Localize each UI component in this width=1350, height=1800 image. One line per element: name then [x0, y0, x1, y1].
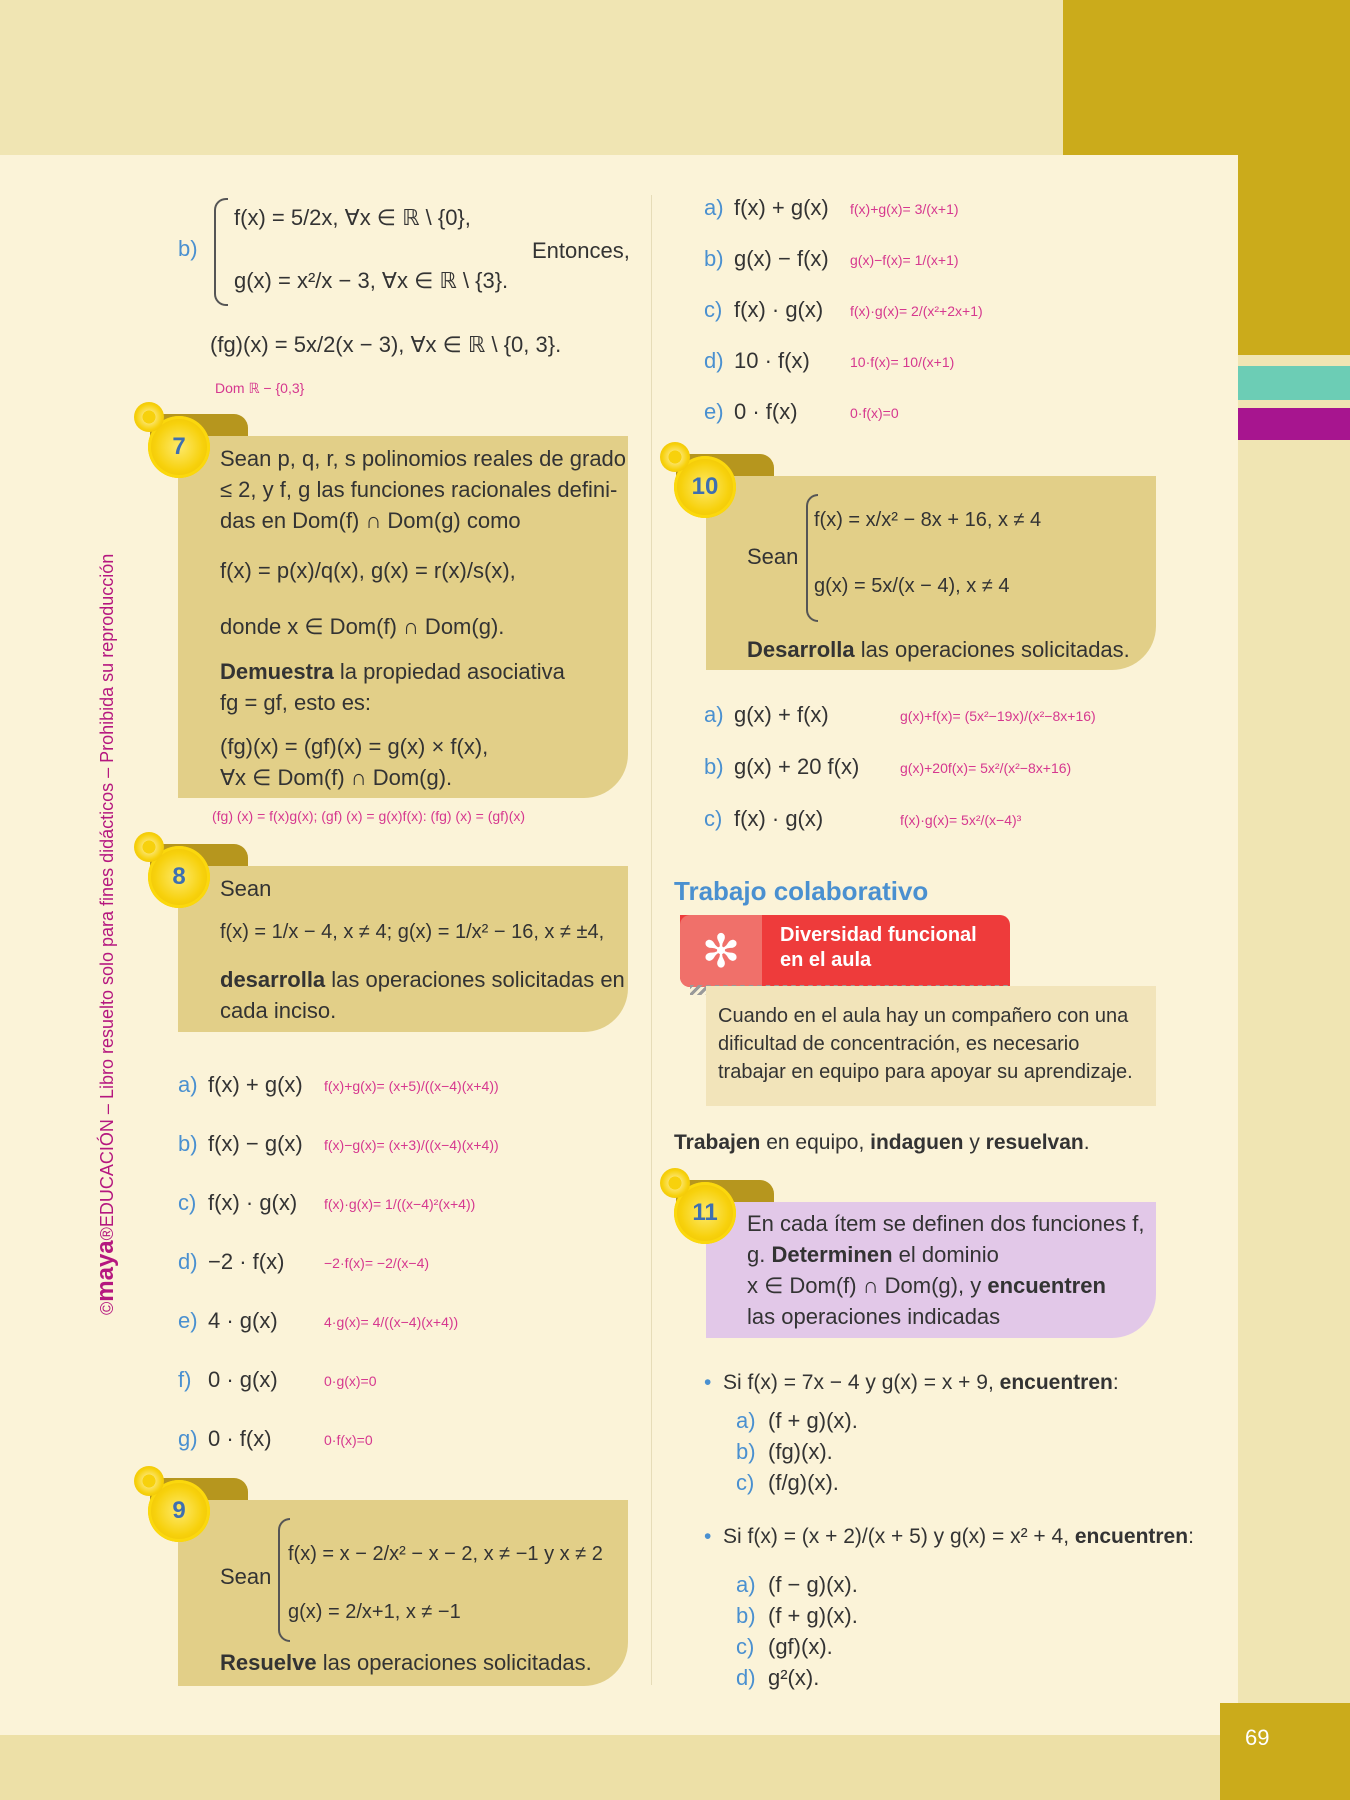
- collab-instruction: [674, 1128, 1090, 1157]
- ex10-desarrolla: Desarrolla: [747, 637, 855, 662]
- item-answer: f(x)·g(x)= 2/(x²+2x+1): [850, 303, 983, 319]
- ex10-last: [747, 635, 1130, 666]
- item-label: c): [704, 806, 723, 831]
- copyright-symbol: ©: [97, 1301, 117, 1315]
- ex7-line1: Sean p, q, r, s polinomios reales de grado: [220, 446, 627, 471]
- collab-t3: .: [1083, 1131, 1090, 1154]
- flower-icon: ✻: [680, 915, 762, 987]
- item-expression: (gf)(x).: [768, 1634, 833, 1659]
- ex10-f: f(x) = x/x² − 8x + 16, x ≠ 4: [814, 509, 1042, 531]
- item-answer: g(x)+f(x)= (5x²−19x)/(x²−8x+16): [900, 708, 1096, 724]
- ex11-line1: En cada ítem se definen dos funciones f,: [747, 1211, 1145, 1236]
- item-expression: g(x) + 20 f(x): [734, 754, 860, 779]
- ex8-line3-rest: las operaciones solicitadas en: [325, 967, 625, 992]
- ex7-answer: (fg) (x) = f(x)g(x); (gf) (x) = g(x)f(x): (fg) (x) = (gf)(x): [212, 808, 526, 824]
- brand-logo: maya: [92, 1240, 119, 1302]
- item-label: d): [178, 1249, 198, 1274]
- item-label: b): [704, 754, 724, 779]
- item-label: c): [736, 1634, 755, 1659]
- ex11-encuentren: encuentren: [987, 1273, 1106, 1298]
- collab-t1: en equipo,: [760, 1131, 871, 1154]
- item-expression: f(x) + g(x): [208, 1072, 303, 1097]
- item-expression: g(x) + f(x): [734, 702, 829, 727]
- item-label: e): [178, 1308, 198, 1333]
- right-gold-block: [1238, 155, 1350, 355]
- ex10-badge: 10: [674, 456, 736, 518]
- item-answer: −2·f(x)= −2/(x−4): [324, 1255, 430, 1271]
- ex8-line1: Sean: [220, 876, 272, 901]
- ex11-l2a: g.: [747, 1242, 772, 1267]
- ex7-line7: fg = gf, esto es:: [220, 690, 372, 715]
- item-answer: 0·f(x)=0: [324, 1432, 373, 1448]
- teal-strip: [1238, 366, 1350, 400]
- item-b-label: b): [178, 236, 198, 261]
- item-label: b): [704, 246, 724, 271]
- ex9-last: [220, 1648, 592, 1679]
- top-right-gold-block: [1063, 0, 1350, 155]
- item-expression: f(x) · g(x): [734, 297, 824, 322]
- column-divider: [651, 195, 652, 1685]
- ex7-line3: das en Dom(f) ∩ Dom(g) como: [220, 508, 521, 533]
- item-expression: (f + g)(x).: [768, 1603, 858, 1628]
- item-answer: f(x)·g(x)= 1/((x−4)²(x+4)): [324, 1196, 476, 1212]
- b2-bold: encuentren: [1074, 1525, 1189, 1548]
- ex11-l2b: el dominio: [892, 1242, 999, 1267]
- b1-pre: Si f(x) = 7x − 4 y g(x) = x + 9,: [723, 1371, 1000, 1394]
- item-expression: −2 · f(x): [208, 1249, 285, 1274]
- item-label: a): [178, 1072, 198, 1097]
- item-label: a): [736, 1408, 756, 1433]
- item-label: b): [736, 1603, 756, 1628]
- item-label: f): [178, 1367, 192, 1392]
- item-label: c): [178, 1190, 197, 1215]
- ex10-g: g(x) = 5x/(x − 4), x ≠ 4: [814, 575, 1010, 597]
- item-answer: 0·g(x)=0: [324, 1373, 377, 1389]
- item-label: c): [736, 1470, 755, 1495]
- item-expression: f(x) + g(x): [734, 195, 829, 220]
- collab-banner-text: [780, 923, 977, 973]
- item-label: b): [178, 1131, 198, 1156]
- item-label: b): [736, 1439, 756, 1464]
- item-b-fg: (fg)(x) = 5x/2(x − 3), ∀x ∈ ℝ \ {0, 3}.: [210, 332, 562, 357]
- ex7-line6: [220, 657, 565, 688]
- ex9-sean: Sean: [220, 1564, 272, 1589]
- item-expression: (f/g)(x).: [768, 1470, 839, 1495]
- item-answer: g(x)+20f(x)= 5x²/(x²−8x+16): [900, 760, 1072, 776]
- item-expression: 0 · g(x): [208, 1367, 278, 1392]
- collab-heading: Trabajo colaborativo: [674, 876, 929, 906]
- ex8-line4: cada inciso.: [220, 998, 337, 1023]
- ex11-line4: las operaciones indicadas: [747, 1304, 1001, 1329]
- bullet-dot: •: [704, 1371, 712, 1394]
- ex9-g: g(x) = 2/x+1, x ≠ −1: [288, 1601, 461, 1623]
- ex8-functions: f(x) = 1/x − 4, x ≠ 4; g(x) = 1/x² − 16, x ≠ ±4,: [220, 921, 605, 943]
- b2-post: :: [1188, 1525, 1194, 1548]
- ex7-line4: f(x) = p(x)/q(x), g(x) = r(x)/s(x),: [220, 558, 516, 583]
- item-b-g: g(x) = x²/x − 3, ∀x ∈ ℝ \ {3}.: [234, 268, 509, 293]
- b2-pre: Si f(x) = (x + 2)/(x + 5) y g(x) = x² + 4,: [723, 1525, 1075, 1548]
- item-expression: 4 · g(x): [208, 1308, 278, 1333]
- item-label: a): [736, 1572, 756, 1597]
- item-label: g): [178, 1426, 198, 1451]
- banner-line1: Diversidad funcional: [780, 924, 977, 946]
- ex9-badge: 9: [148, 1480, 210, 1542]
- item-answer: 10·f(x)= 10/(x+1): [850, 354, 955, 370]
- collab-t2: y: [963, 1131, 986, 1154]
- collab-resuelvan: resuelvan: [985, 1131, 1084, 1154]
- right-margin-column: [1238, 155, 1350, 1800]
- bottom-band: [0, 1735, 1350, 1800]
- brace-b: [214, 198, 228, 306]
- ex11-line3: [747, 1271, 1106, 1302]
- magenta-strip: [1238, 408, 1350, 440]
- item-expression: 0 · f(x): [734, 399, 798, 424]
- b1-bold: encuentren: [999, 1371, 1113, 1394]
- collab-info: Cuando en el aula hay un compañero con una dificultad de concentración, es necesario trabajar en equipo para apoyar su aprendizaje.: [706, 986, 1156, 1106]
- ex11-determinen: Determinen: [771, 1242, 893, 1267]
- ex11-badge: 11: [674, 1182, 736, 1244]
- b1-post: :: [1112, 1371, 1119, 1394]
- item-answer: 0·f(x)=0: [850, 405, 899, 421]
- bullet-dot: •: [704, 1525, 712, 1548]
- ex7-line8: (fg)(x) = (gf)(x) = g(x) × f(x),: [220, 734, 489, 759]
- ex7-line9: ∀x ∈ Dom(f) ∩ Dom(g).: [220, 765, 453, 790]
- item-answer: 4·g(x)= 4/((x−4)(x+4)): [324, 1314, 459, 1330]
- side-copyright-text: [92, 435, 120, 1315]
- item-expression: g(x) − f(x): [734, 246, 829, 271]
- collab-trabajen: Trabajen: [674, 1131, 761, 1154]
- item-expression: 0 · f(x): [208, 1426, 272, 1451]
- item-label: a): [704, 702, 724, 727]
- ex7-line2: ≤ 2, y f, g las funciones racionales defini-: [220, 477, 618, 502]
- item-b-answer: Dom ℝ − {0,3}: [215, 380, 305, 396]
- item-b-f: f(x) = 5/2x, ∀x ∈ ℝ \ {0},: [234, 205, 471, 230]
- ex10-last-rest: las operaciones solicitadas.: [854, 637, 1130, 662]
- banner-line2: en el aula: [780, 949, 872, 971]
- item-label: d): [736, 1665, 756, 1690]
- ex11-bullet2: [704, 1522, 1194, 1551]
- ex7-line6-rest: la propiedad asociativa: [333, 659, 565, 684]
- ex9-last-rest: las operaciones solicitadas.: [316, 1650, 592, 1675]
- item-expression: f(x) − g(x): [208, 1131, 303, 1156]
- ex9-resuelve: Resuelve: [220, 1650, 317, 1675]
- item-expression: (f + g)(x).: [768, 1408, 858, 1433]
- collab-indaguen: indaguen: [870, 1131, 964, 1154]
- side-legal-text: ®EDUCACIÓN – Libro resuelto solo para fines didácticos – Prohibida su reproducción: [97, 553, 117, 1241]
- item-label: c): [704, 297, 723, 322]
- ex7-badge: 7: [148, 416, 210, 478]
- ex7-line5: donde x ∈ Dom(f) ∩ Dom(g).: [220, 614, 505, 639]
- item-label: a): [704, 195, 724, 220]
- ex10-sean: Sean: [747, 544, 799, 569]
- item-answer: g(x)−f(x)= 1/(x+1): [850, 252, 959, 268]
- item-b-entonces: Entonces,: [532, 238, 630, 263]
- ex8-line3: [220, 965, 625, 996]
- ex8-desarrolla: desarrolla: [220, 967, 326, 992]
- item-answer: f(x)−g(x)= (x+3)/((x−4)(x+4)): [324, 1137, 499, 1153]
- item-label: d): [704, 348, 724, 373]
- item-answer: f(x)·g(x)= 5x²/(x−4)³: [900, 812, 1022, 828]
- ex11-line2: [747, 1240, 999, 1271]
- item-expression: (f − g)(x).: [768, 1572, 858, 1597]
- item-expression: 10 · f(x): [734, 348, 810, 373]
- item-expression: f(x) · g(x): [208, 1190, 298, 1215]
- item-expression: g²(x).: [768, 1665, 820, 1690]
- ex8-badge: 8: [148, 846, 210, 908]
- item-answer: f(x)+g(x)= 3/(x+1): [850, 201, 959, 217]
- ex9-f: f(x) = x − 2/x² − x − 2, x ≠ −1 y x ≠ 2: [288, 1543, 603, 1565]
- ex11-bullet1: [704, 1368, 1119, 1397]
- top-band: [0, 0, 1063, 155]
- item-label: e): [704, 399, 724, 424]
- item-expression: (fg)(x).: [768, 1439, 833, 1464]
- page-number: 69: [1220, 1703, 1350, 1800]
- ex11-l3a: x ∈ Dom(f) ∩ Dom(g), y: [747, 1273, 988, 1298]
- ex7-demuestra: Demuestra: [220, 659, 334, 684]
- item-answer: f(x)+g(x)= (x+5)/((x−4)(x+4)): [324, 1078, 499, 1094]
- item-expression: f(x) · g(x): [734, 806, 824, 831]
